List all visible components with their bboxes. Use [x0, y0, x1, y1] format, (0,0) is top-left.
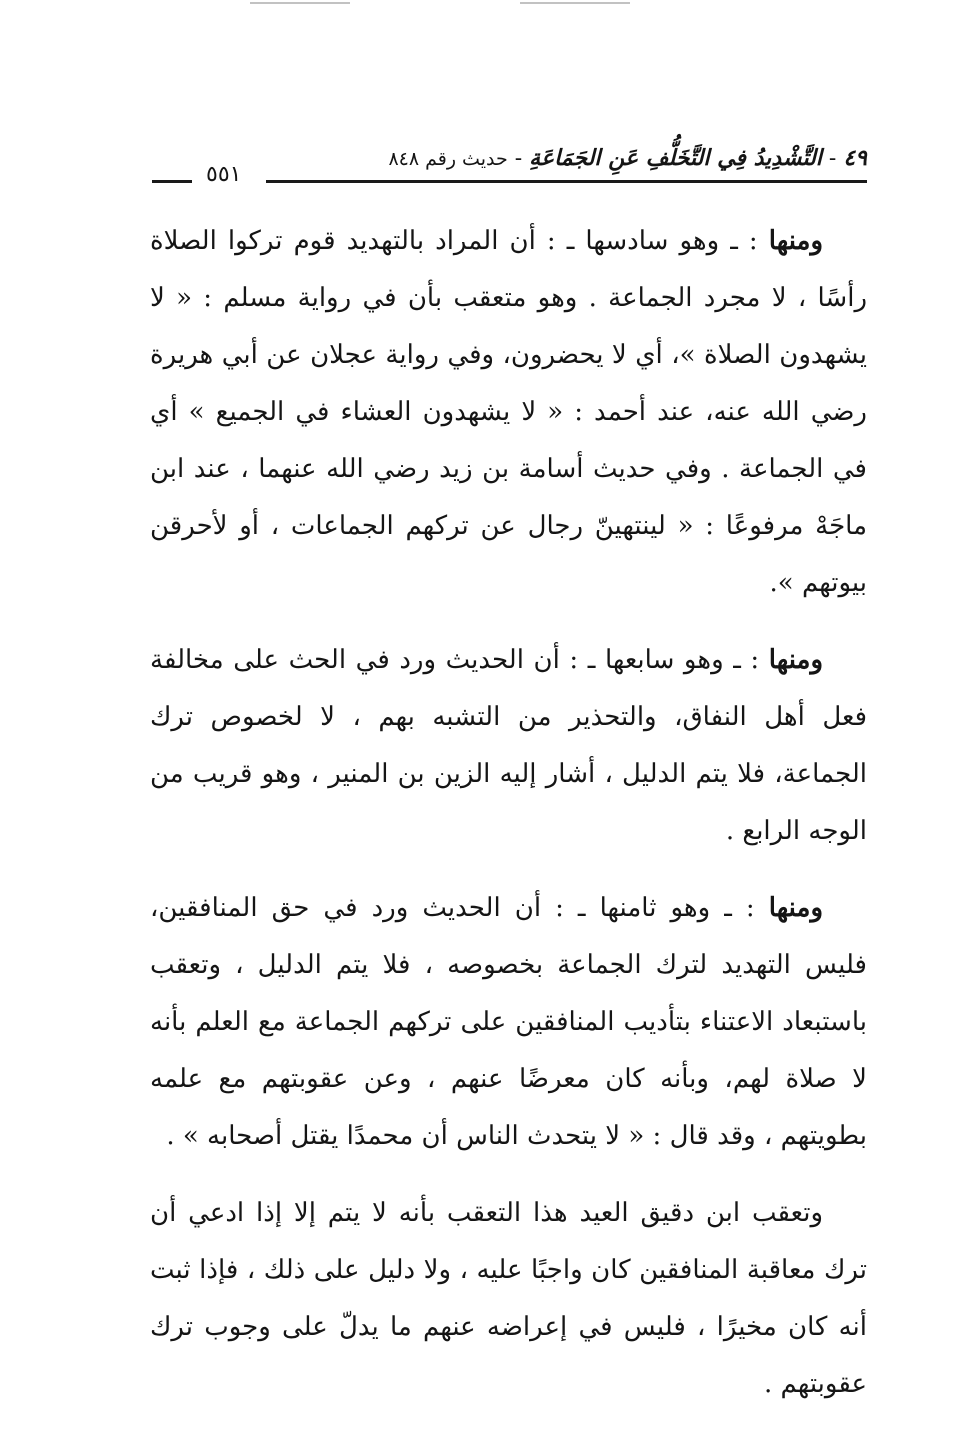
header-separator: -	[821, 146, 837, 171]
header-separator: -	[507, 146, 523, 171]
paragraph-text: : ـ وهو سابعها ـ : أن الحديث ورد في الحث على مخالفة فعل أهل النفاق، والتحذير من التشبه بهم ، لا لخصوص ترك الجماعة، فلا يتم الدليل ، أشار إليه الزين بن المنير ، وهو قريب من الوجه الرابع .	[150, 645, 867, 846]
scan-mark	[520, 2, 630, 4]
body-text	[150, 213, 867, 1433]
paragraph	[150, 880, 867, 1165]
paragraph-lead: ومنها	[768, 226, 824, 256]
paragraph-text: وتعقب ابن دقيق العيد هذا التعقب بأنه لا يتم إلا إذا ادعي أن ترك معاقبة المنافقين كان واجبًا عليه ، ولا دليل على ذلك ، فإذا ثبت أنه كان مخيرًا ، فليس في إعراضه عنهم ما يدلّ على وجوب ترك عقوبتهم .	[150, 1198, 867, 1399]
page-number-dash	[152, 180, 192, 183]
hadith-reference: حديث رقم ٨٤٨	[388, 148, 508, 170]
header-title	[388, 140, 867, 177]
header-rule	[266, 180, 867, 183]
scan-mark	[250, 2, 350, 4]
paragraph-lead: ومنها	[768, 645, 824, 675]
paragraph-text: : ـ وهو سادسها ـ : أن المراد بالتهديد قوم تركوا الصلاة رأسًا ، لا مجرد الجماعة . وهو متعقب بأن في رواية مسلم : « لا يشهدون الصلاة »، أي لا يحضرون، وفي رواية عجلان عن أبي هريرة رضي الله عنه، عند أحمد : « لا يشهدون العشاء في الجميع » أي في الجماعة . وفي حديث أسامة بن زيد رضي الله عنهما ، عند ابن ماجَهْ مرفوعًا : « لينتهينّ رجال عن تركهم الجماعات ، أو لأحرقن بيوتهم ».	[150, 226, 867, 598]
paragraph	[150, 632, 867, 860]
page-number: ٥٥١	[206, 162, 242, 187]
paragraph-text: : ـ وهو ثامنها ـ : أن الحديث ورد في حق المنافقين، فليس التهديد لترك الجماعة بخصوصه ، فلا يتم الدليل ، وتعقب باستبعاد الاعتناء بتأديب المنافقين على تركهم الجماعة مع العلم بأنه لا صلاة لهم، وبأنه كان معرضًا عنهم ، وعن عقوبتهم مع علمه بطويتهم ، وقد قال : « لا يتحدث الناس أن محمدًا يقتل أصحابه » .	[150, 893, 867, 1151]
chapter-number: ٤٩	[843, 145, 867, 171]
paragraph-lead: ومنها	[768, 893, 823, 923]
paragraph	[150, 1185, 867, 1413]
chapter-title: التَّشْدِيدُ فِي التَّخَلُّفِ عَنِ الجَمَاعَةِ	[529, 145, 822, 171]
paragraph	[150, 213, 867, 612]
running-header	[150, 140, 867, 200]
